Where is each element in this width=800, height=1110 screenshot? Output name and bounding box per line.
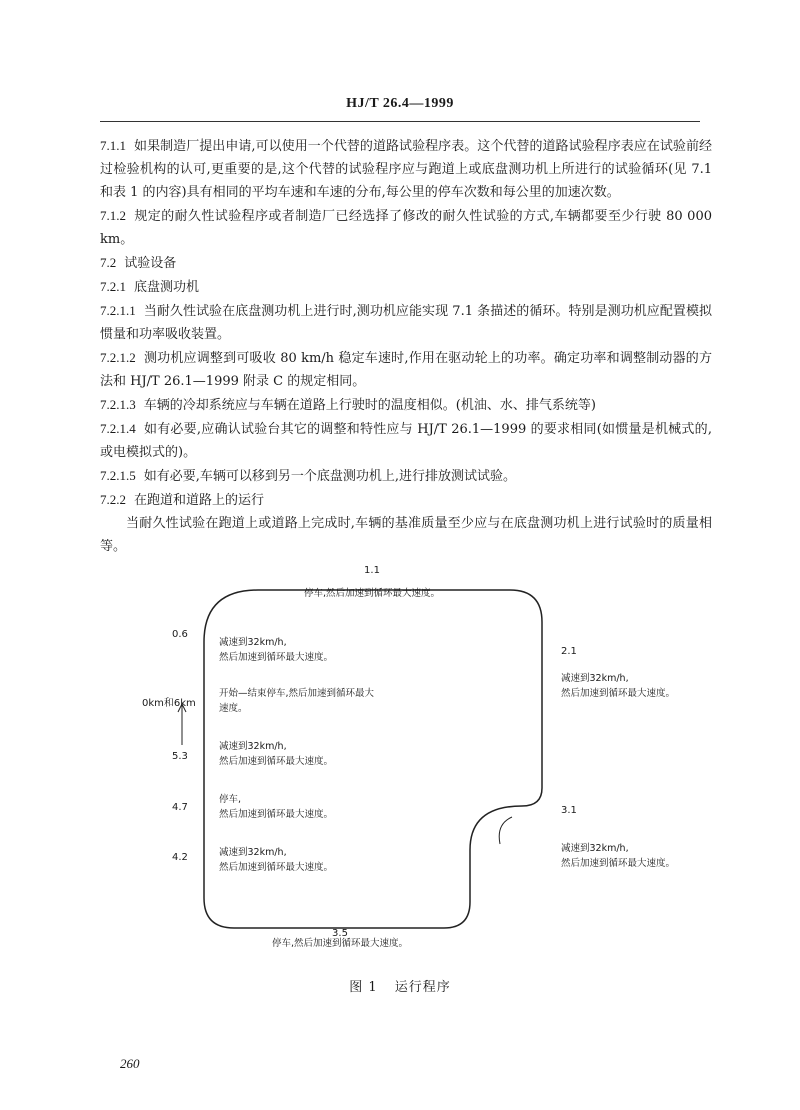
label-left-4-b: 然后加速到循环最大速度。	[219, 862, 334, 873]
para-7-2-1-4	[100, 417, 712, 464]
para-text: 当耐久性试验在跑道上或道路上完成时,车辆的基准质量至少应与在底盘测功机上进行试验时的质量相等。	[100, 516, 712, 554]
body-text	[100, 134, 712, 558]
section-number: 7.2.1	[100, 279, 126, 294]
section-number: 7.2	[100, 255, 117, 270]
label-left-0-b: 然后加速到循环最大速度。	[219, 652, 334, 663]
para-7-2	[100, 251, 712, 275]
header-rule	[100, 121, 700, 122]
label-left-2-a: 减速到32km/h,	[219, 741, 287, 752]
caption-label: 图 1	[349, 980, 378, 995]
label-right-0-b: 然后加速到循环最大速度。	[561, 688, 676, 699]
standard-header: HJ/T 26.4—1999	[346, 96, 454, 111]
label-right-1-b: 然后加速到循环最大速度。	[561, 858, 676, 869]
para-text: 试验设备	[124, 256, 177, 271]
section-number: 7.2.1.4	[100, 421, 136, 436]
para-text: 在跑道和道路上的运行	[134, 493, 265, 508]
km-bottom: 3.5	[332, 928, 348, 939]
page-number: 260	[120, 1056, 140, 1071]
caption-title: 运行程序	[394, 980, 451, 995]
para-7-2-1-2	[100, 346, 712, 393]
para-text: 如有必要,应确认试验台其它的调整和特性应与 HJ/T 26.1—1999 的要求相同(如惯量是机械式的,或电模拟式的)。	[100, 422, 712, 460]
label-left-4-a: 减速到32km/h,	[219, 847, 287, 858]
section-number: 7.1.1	[100, 138, 126, 153]
section-number: 7.2.1.3	[100, 397, 136, 412]
label-left-1-a: 开始—结束停车,然后加速到循环最大	[219, 688, 375, 699]
section-number: 7.2.1.2	[100, 350, 136, 365]
direction-mark	[499, 817, 512, 844]
para-7-2-1-1	[100, 299, 712, 346]
km-right-0: 2.1	[561, 646, 577, 657]
label-right-0-a: 减速到32km/h,	[561, 673, 629, 684]
km-left-0: 0.6	[172, 629, 188, 640]
km-left-4: 4.2	[172, 852, 188, 863]
label-left-2-b: 然后加速到循环最大速度。	[219, 756, 334, 767]
label-left-0-a: 减速到32km/h,	[219, 637, 287, 648]
para-text: 测功机应调整到可吸收 80 km/h 稳定车速时,作用在驱动轮上的功率。确定功率和调整制动器的方法和 HJ/T 26.1—1999 附录 C 的规定相同。	[100, 351, 712, 389]
section-number: 7.2.1.5	[100, 468, 136, 483]
section-number: 7.2.2	[100, 492, 126, 507]
para-text: 如果制造厂提出申请,可以使用一个代替的道路试验程序表。这个代替的道路试验程序表应在试验前经过检验机构的认可,更重要的是,这个代替的试验程序应与跑道上或底盘测功机上所进行的试验循环(见 7.1 和表 1 的内容)具有相同的平均车速和车速的分布,每公里的停车次数和每公里的加速次数。	[100, 139, 712, 200]
km-left-2: 5.3	[172, 751, 188, 762]
para-text: 如有必要,车辆可以移到另一个底盘测功机上,进行排放测试试验。	[143, 469, 517, 484]
para-7-1-2	[100, 204, 712, 251]
run-program-diagram	[0, 540, 800, 1010]
label-top: 停车,然后加速到循环最大速度。	[303, 588, 441, 599]
figure-caption	[0, 976, 800, 995]
km-left-1: 0km和6km	[142, 698, 196, 709]
label-right-1-a: 减速到32km/h,	[561, 843, 629, 854]
para-7-2-1-3	[100, 393, 712, 417]
km-right-1: 3.1	[561, 805, 577, 816]
para-text: 规定的耐久性试验程序或者制造厂已经选择了修改的耐久性试验的方式,车辆都要至少行驶 80 000 km。	[100, 209, 712, 247]
para-7-1-1	[100, 134, 712, 204]
label-left-1-b: 速度。	[219, 703, 248, 714]
para-text: 底盘测功机	[134, 280, 200, 295]
km-left-3: 4.7	[172, 802, 188, 813]
section-number: 7.1.2	[100, 208, 126, 223]
para-text: 当耐久性试验在底盘测功机上进行时,测功机应能实现 7.1 条描述的循环。特别是测功机应配置模拟惯量和功率吸收装置。	[100, 304, 712, 342]
para-7-2-1	[100, 275, 712, 299]
label-left-3-a: 停车,	[219, 794, 242, 805]
km-top: 1.1	[364, 565, 380, 576]
section-number: 7.2.1.1	[100, 303, 136, 318]
para-7-2-1-5	[100, 464, 712, 488]
para-text: 车辆的冷却系统应与车辆在道路上行驶时的温度相似。(机油、水、排气系统等)	[143, 398, 596, 413]
label-left-3-b: 然后加速到循环最大速度。	[219, 809, 334, 820]
para-7-2-2	[100, 488, 712, 512]
label-bottom: 停车,然后加速到循环最大速度。	[271, 938, 409, 949]
